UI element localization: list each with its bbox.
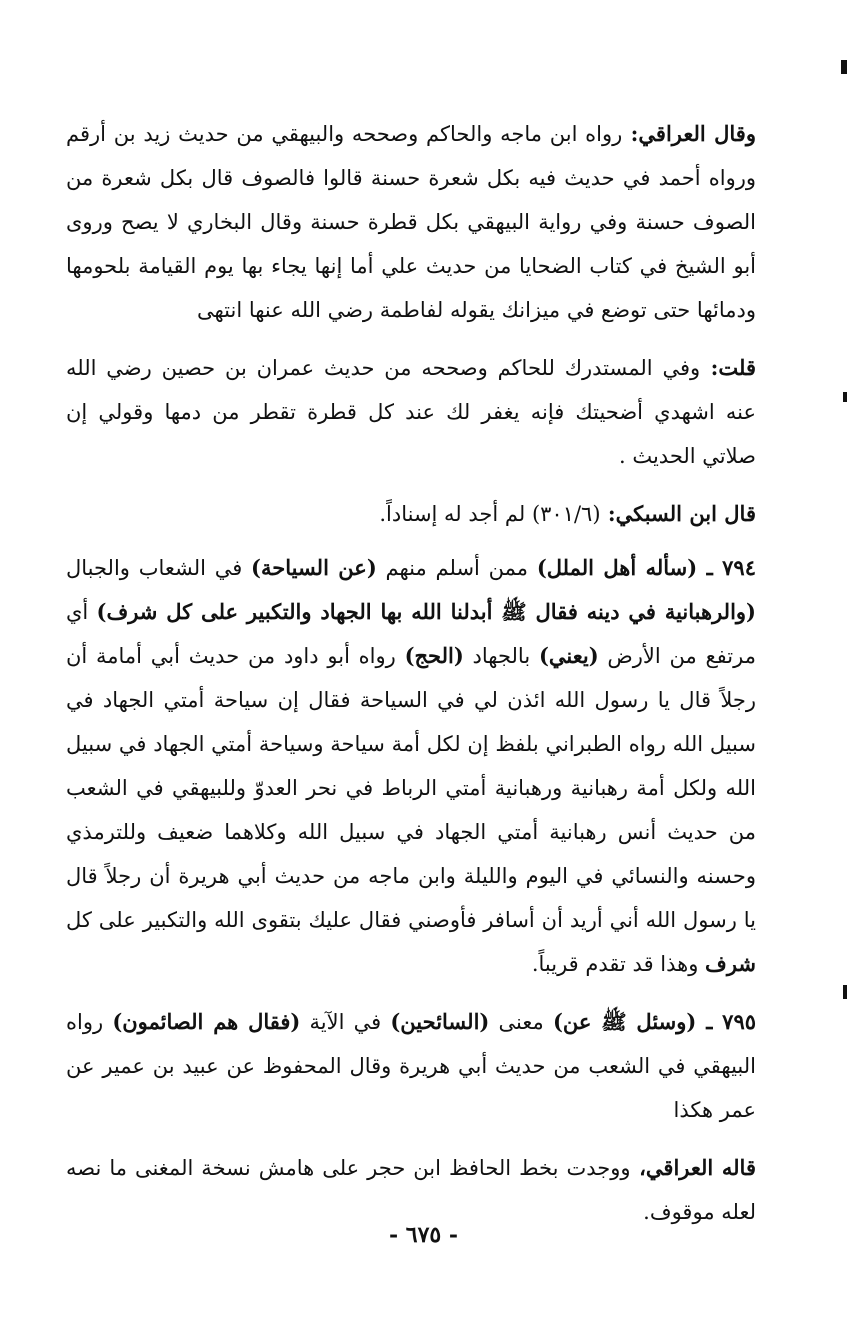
quote: (فقال هم الصائمون) bbox=[112, 1009, 301, 1034]
paragraph-text: (٣٠١/٦) لم أجد له إسناداً. bbox=[379, 502, 601, 526]
entry-text: معنى bbox=[489, 1010, 553, 1034]
quote: (عن السياحة) bbox=[251, 555, 377, 580]
quote: (السائحين) bbox=[390, 1009, 490, 1034]
quote: (والرهبانية في دينه فقال ﷺ أبدلنا الله بها الجهاد والتكبير على كل شرف) bbox=[96, 599, 756, 624]
quote: (الحج) bbox=[404, 643, 464, 668]
page-number: - ٦٧٥ - bbox=[388, 1222, 459, 1248]
paragraph-iraqi bbox=[66, 112, 756, 332]
entry-number: ٧٩٥ ـ bbox=[696, 1009, 757, 1034]
edge-mark-middle bbox=[843, 392, 847, 402]
edge-mark-top bbox=[841, 60, 847, 74]
paragraph-lead: وقال العراقي: bbox=[622, 121, 756, 146]
quote: (يعني) bbox=[538, 643, 599, 668]
entry-text: ممن أسلم منهم bbox=[376, 556, 537, 580]
entry-text: رواه البيهقي في الشعب من حديث أبي هريرة وقال المحفوظ عن عبيد بن عمير عن عمر هكذا bbox=[66, 1010, 756, 1122]
entry-795 bbox=[66, 1000, 756, 1132]
entry-text: رواه أبو داود من حديث أبي أمامة أن رجلاً قال يا رسول الله ائذن لي في السياحة فقال إن سياحة أمتي الجهاد في سبيل الله رواه الطبراني بلفظ إن لكل أمة سياحة وسياحة أمتي الجهاد في سبيل الله ولكل أمة رهبانية ورهبانية أمتي الرباط في نحر العدوّ وللبيهقي في الشعب من حديث أنس رهبانية أمتي الجهاد في سبيل الله وكلاهما ضعيف وللترمذي وحسنه والنسائي في اليوم والليلة وابن ماجه من حديث أبي هريرة أن رجلاً قال يا رسول الله أني أريد أن أسافر فأوصني فقال عليك بتقوى الله والتكبير على كل bbox=[66, 644, 756, 932]
entry-text: أي مرتفع من الأرض bbox=[66, 600, 756, 668]
edge-mark-lower bbox=[843, 985, 847, 999]
quote: (سأله أهل الملل) bbox=[536, 555, 698, 580]
paragraph-lead: قلت: bbox=[700, 355, 756, 380]
paragraph-lead: قاله العراقي، bbox=[630, 1155, 756, 1180]
entry-794 bbox=[66, 546, 756, 986]
paragraph-text: ووجدت بخط الحافظ ابن حجر على هامش نسخة المغنى ما نصه لعله موقوف. bbox=[66, 1156, 756, 1224]
entry-text: في الآية bbox=[300, 1010, 391, 1034]
entry-text: وهذا قد تقدم قريباً. bbox=[531, 952, 706, 976]
paragraph-lead: قال ابن السبكي: bbox=[600, 501, 756, 526]
paragraph-subki bbox=[66, 492, 756, 536]
paragraph-last bbox=[66, 1146, 756, 1234]
entry-text: بالجهاد bbox=[463, 644, 539, 668]
quote: شرف bbox=[705, 951, 756, 976]
paragraph-qultu bbox=[66, 346, 756, 478]
quote: (وسئل ﷺ عن) bbox=[552, 1009, 697, 1034]
paragraph-text: وفي المستدرك للحاكم وصححه من حديث عمران بن حصين رضي الله عنه اشهدي أضحيتك فإنه يغفر لك عند كل قطرة تقطر من دمها وقولي إن صلاتي الحديث . bbox=[66, 356, 756, 468]
entry-number: ٧٩٤ ـ bbox=[697, 555, 756, 580]
paragraph-text: رواه ابن ماجه والحاكم وصححه والبيهقي من حديث زيد بن أرقم ورواه أحمد في حديث فيه بكل شعرة حسنة قالوا فالصوف قال بكل شعرة من الصوف حسنة وفي رواية البيهقي بكل قطرة حسنة وقال البخاري لا يصح وروى أبو الشيخ في كتاب الضحايا من حديث علي أما إنها يجاء بها يوم القيامة بلحومها ودمائها حتى توضع في ميزانك يقوله لفاطمة رضي الله عنها انتهى bbox=[66, 122, 756, 322]
entry-text: في الشعاب والجبال bbox=[66, 556, 252, 580]
page-body bbox=[66, 112, 756, 1248]
